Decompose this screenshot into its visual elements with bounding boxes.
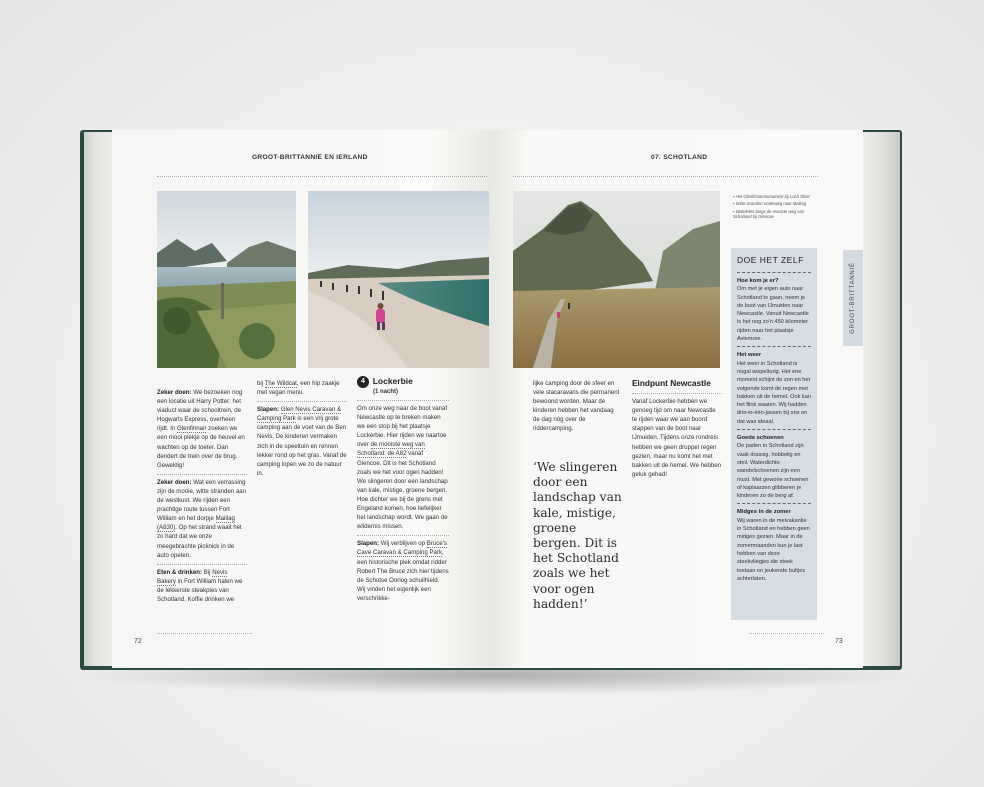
text-wildcat-b: , een hip zaakje met vegan menu. (257, 380, 340, 397)
sidebar-divider (737, 346, 811, 347)
para-riddercamping: lijke camping door de sfeer en vele stacaravans die permanent bewoond worden. Maar de kinderen hebben het vandaag de dag nóg over de riddercamping. (533, 380, 620, 433)
link-the-wildcat[interactable]: The Wildcat (264, 380, 297, 387)
link-maillag[interactable]: Maillag (A830) (157, 515, 235, 532)
left-col-2 (257, 379, 347, 478)
text-slapen-2a: Wij verblijven op (379, 540, 427, 548)
text-lockerbie-b: vanaf Glencoe. Dit is het Schotland zoals we het voor ogen hadden! We slingeren door een landschap van kale, mistige, groene bergen. Hoe dichter we bij de grens met Engeland komen, hoe liefelijker het landschap wordt. We gaan de wildernis missen. (357, 450, 448, 531)
para-slapen-2 (357, 539, 449, 603)
section-heading-lockerbie (357, 376, 449, 396)
photo-glenfinnan-image (157, 191, 296, 368)
caption-3: ▪ Wandelen langs de mooiste weg van Schotland bij Glencoe (733, 208, 805, 220)
right-page (489, 130, 863, 668)
left-page (112, 130, 489, 668)
sidebar-title: DOE HET ZELF (737, 255, 804, 265)
label-slapen-2: Slapen: (357, 540, 380, 548)
para-zeker-doen-2 (157, 478, 247, 560)
separator (632, 393, 722, 394)
caption-1: ▪ Het Glenfinnanmonument bij Loch Shiel (733, 194, 810, 199)
sidebar-item-text: Het weer in Schotland is nogal wispelturig. Het ene moment schijnt de zon en het volgende komt de regen met bakken uit de hemel. Ook kan het flink waaien. Wij hadden drie-in-één-jassen bij ons en dat was ideaal. (737, 360, 812, 425)
text-eten-drinken-b: in Fort William halen we de lekkerste steakpies van Schotland. Koffie drinken we (157, 577, 243, 603)
photo-glencoe (513, 191, 720, 368)
sidebar-item (737, 434, 811, 500)
running-head-left: GROOT-BRITTANNIË EN IERLAND (252, 154, 368, 161)
separator (257, 401, 347, 402)
caption-2: ▪ Witte stranden onderweg naar Mallaig (733, 201, 807, 207)
heading-eindpunt-newcastle: Eindpunt Newcastle (632, 378, 711, 388)
photo-beach (308, 191, 489, 368)
right-col-2 (632, 379, 722, 479)
text-zeker-doen-2b: . Op het strand waait het zo hard dat we onze meegebrachte picknick in de auto opeten. (157, 524, 242, 559)
country-side-tab (843, 250, 863, 346)
link-bruces-cave[interactable]: Bruce's Cave Caravan & Camping Park (357, 540, 447, 557)
para-slapen-1 (257, 405, 347, 478)
pull-quote: ‘We slingeren door een landschap van kale, mistige, groene bergen. Dit is het Schotland zoals we het voor ogen hadden!’ (533, 460, 622, 611)
sidebar-item-label: Midges in de zomer (737, 509, 791, 516)
left-col-1 (157, 388, 247, 604)
sidebar-item (737, 277, 811, 343)
text-slapen-1b: is een vrij grote camping aan de voet van de Ben Nevis. De kinderen vermaken zich in de speeltuin en rennen lekker rond op het gras. Vanaf de camping lopen we zo de natuur in. (257, 415, 347, 477)
photo-captions (733, 194, 823, 220)
text-slapen-2b: , een historische plek omdat ridder Robert The Bruce zich hier tijdens de Schotse Oorlog schuilhield. Wij vinden het eigenlijk een verschrikke- (357, 549, 449, 602)
caption-2-text: Witte stranden onderweg naar Mallaig (735, 201, 807, 207)
separator (357, 400, 449, 401)
sidebar-item-text: Om met je eigen auto naar Schotland te gaan, neem je de boot van IJmuiden naar Newcastle. Vanuit Newcastle is het nog zo'n 450 kilometer rijden naar het plaatsje Aviemore. (737, 286, 809, 343)
heading-lockerbie: Lockerbie (372, 376, 413, 387)
footer-rule-left (157, 633, 252, 634)
side-tab-label: GROOT-BRITTANNIË (850, 262, 856, 334)
sidebar-divider (737, 503, 811, 504)
sidebar-divider (737, 429, 811, 430)
photo-glencoe-image (513, 191, 720, 368)
running-head-right: 07. SCHOTLAND (651, 154, 708, 161)
label-slapen-1: Slapen: (257, 406, 280, 414)
page-block-left (84, 132, 114, 666)
para-wildcat (257, 379, 347, 397)
diy-sidebar (731, 248, 817, 620)
caption-3-text: Wandelen langs de mooiste weg van Schotland bij Glencoe (733, 208, 805, 220)
sidebar-item-text: Wij waren in de meivakantie in Schotland en hebben geen midges gezien. Maar in de zomermaanden kun je last hebben van deze steekvliegjes die steek toelaan en jeukende bultjes achterlaten. (737, 517, 810, 582)
sidebar-divider (737, 272, 811, 273)
page-number-right: 73 (835, 638, 843, 645)
page-number-left: 72 (134, 638, 142, 645)
para-zeker-doen-1 (157, 388, 247, 470)
text-lockerbie-a: Om onze weg naar de boot vanaf Newcastle op te breken maken we een stop bij het plaatsje Lockerbie. Hier rijden we naartoe over (357, 405, 448, 449)
link-glen-nevis-camping[interactable]: Glen Nevis Caravan & Camping Park (257, 406, 342, 423)
sidebar-item-label: Goede schoenen (737, 435, 784, 442)
label-zeker-doen-2: Zeker doen: (157, 478, 192, 486)
sidebar-item-label: Hoe kom je er? (737, 278, 779, 284)
link-glenfinnan[interactable]: Glenfinnan (176, 425, 207, 433)
text-eten-drinken-a: Bij (202, 568, 213, 576)
right-col-1 (533, 379, 621, 434)
header-rule-left (157, 176, 487, 177)
photo-glenfinnan (157, 191, 296, 368)
text-zeker-doen-2a: Wat een verrassing zijn de mooie, witte stranden aan de westkust. We rijden een prachtige route tussen Fort William en het dorpje (157, 478, 247, 523)
subheading-nights: (1 nacht) (373, 389, 399, 395)
text-zeker-doen-1b: zoeken we een mooi plekje op de heuvel en wachten op de toeter. Dan dendert de trein over de brug. Geweldig! (157, 425, 245, 469)
separator (157, 474, 247, 475)
footer-rule-right (749, 633, 824, 634)
para-newcastle: Vanaf Lockerbie hebben we genoeg tijd om naar Newcastle te rijden waar we aan boord stappen van de boot naar IJmuiden. Tijdens onze rondreis hebben we geen druppel regen gezien, maar nu komt het met bakken uit de hemel. We hebben geluk gehad! (632, 398, 721, 478)
para-eten-drinken (157, 568, 247, 604)
route-stop-badge: 4 (357, 376, 369, 388)
sidebar-body (731, 272, 817, 583)
sidebar-item-text: De paden in Schotland zijn vaak drassig, hobbelig en steil. Waterdichte wandelschoenen zijn een must. Met gewone schoenen of kaplaarzen glibberen je kinderen zo de berg af. (737, 443, 809, 500)
sidebar-item (737, 351, 811, 426)
link-a82[interactable]: de mooiste weg van Schotland: de A82 (357, 441, 425, 458)
text-wildcat-a: bij (257, 380, 265, 387)
caption-1-text: Het Glenfinnanmonument bij Loch Shiel (735, 194, 810, 199)
label-zeker-doen-1: Zeker doen: (157, 389, 192, 396)
link-nevis-bakery[interactable]: Nevis Bakery (157, 568, 228, 585)
photo-beach-image (308, 191, 489, 368)
sidebar-item (737, 508, 811, 583)
para-lockerbie (357, 404, 449, 531)
separator (357, 535, 449, 536)
left-col-3 (357, 376, 449, 603)
sidebar-item-label: Het weer (737, 352, 762, 359)
separator (157, 564, 247, 565)
page-block-right (860, 132, 900, 666)
header-rule-right (513, 176, 818, 177)
label-eten-drinken: Eten & drinken: (157, 568, 203, 576)
text-zeker-doen-1a: We bezoeken nog een locatie uit Harry Potter: het viaduct waar de schooltrein, de Hogwarts Express, overheen rijdt. In (157, 389, 243, 433)
